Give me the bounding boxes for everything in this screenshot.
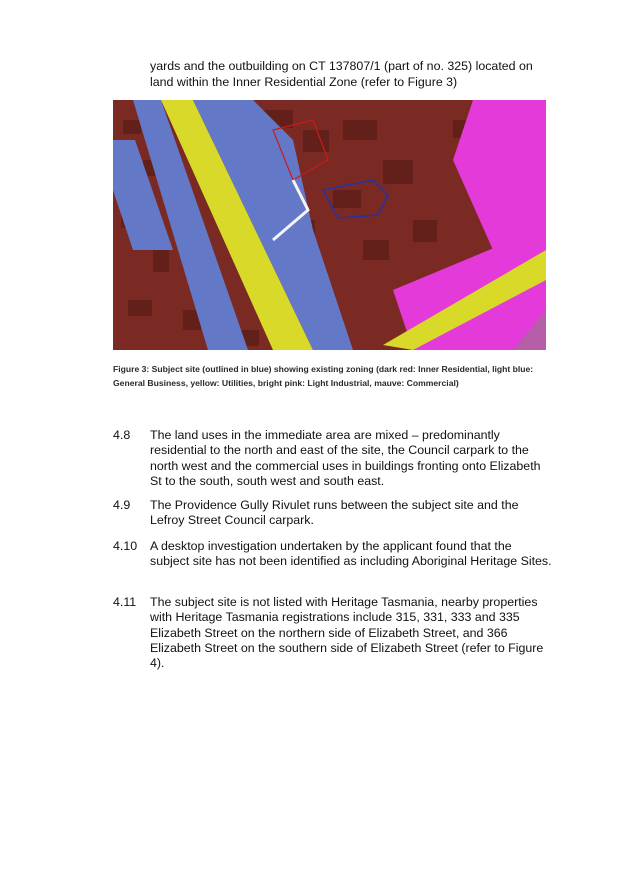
paragraph-4-8 <box>113 428 553 489</box>
paragraph-number: 4.9 <box>113 498 131 512</box>
paragraph-text: The land uses in the immediate area are mixed – predominantly residential to the north and east of the site, the Council carpark to the north west and the commercial uses in buildings fronting onto Elizabeth St to the south, south west and south east. <box>150 428 541 488</box>
paragraph-4-9 <box>113 498 553 529</box>
zoning-map-image <box>113 100 546 350</box>
paragraph-number: 4.10 <box>113 539 138 553</box>
paragraph-4-11 <box>113 595 553 671</box>
paragraph-text: A desktop investigation undertaken by the applicant found that the subject site has not been identified as including Aboriginal Heritage Sites. <box>150 539 552 569</box>
paragraph-number: 4.8 <box>113 428 131 442</box>
figure-caption: Figure 3: Subject site (outlined in blue) showing existing zoning (dark red: Inner Residential, light blue: General Business, yellow: Utilities, bright pink: Light Industrial, mauve: Commercial) <box>113 364 534 388</box>
zoning-map <box>113 100 546 350</box>
paragraph-text: The subject site is not listed with Heritage Tasmania, nearby properties with Heritage Tasmania registrations include 315, 331, 333 and 335 Elizabeth Street on the northern side of Elizabeth Street, and 366 Elizabeth Street on the southern side of Elizabeth Street (refer to Figure 4). <box>150 595 544 671</box>
intro-paragraph: yards and the outbuilding on CT 137807/1 (part of no. 325) located on land within the Inner Residential Zone (refer to Figure 3) <box>150 59 533 89</box>
paragraph-text: The Providence Gully Rivulet runs between the subject site and the Lefroy Street Council carpark. <box>150 498 519 528</box>
paragraph-4-10 <box>113 539 553 570</box>
paragraph-number: 4.11 <box>113 595 137 609</box>
